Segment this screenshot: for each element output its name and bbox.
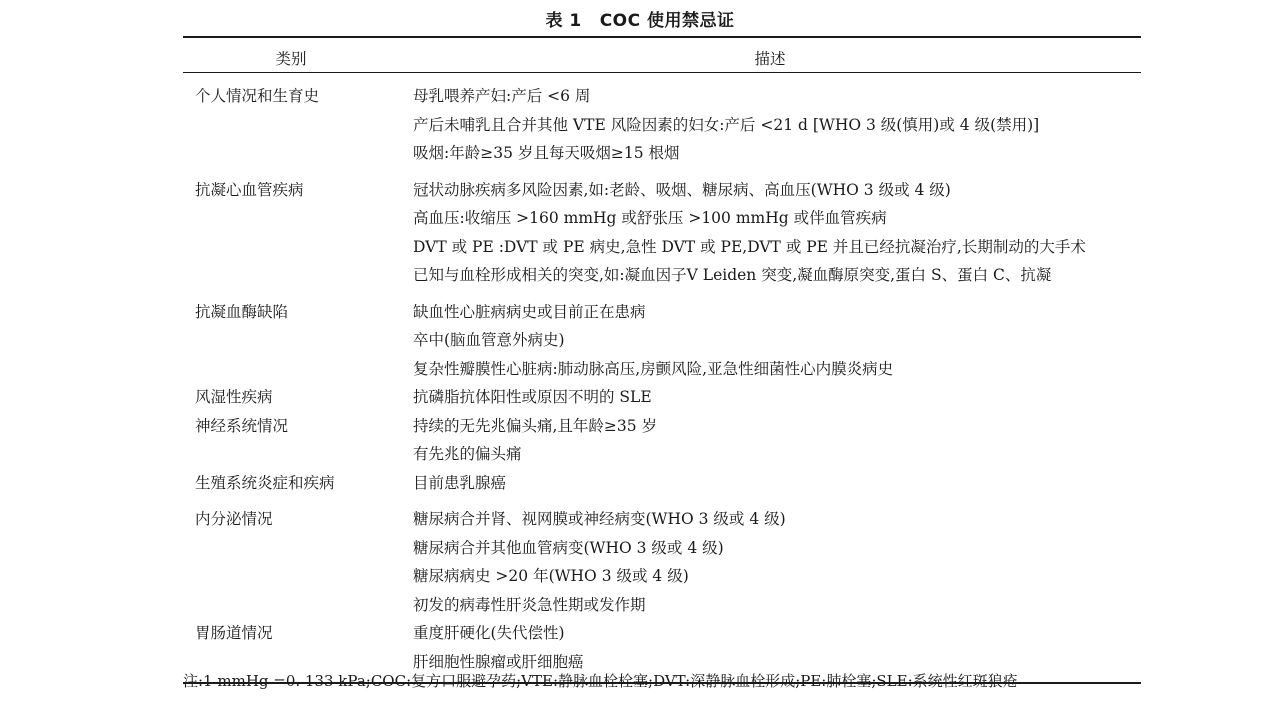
row-description: 冠状动脉疾病多风险因素,如:老龄、吸烟、糖尿病、高血压(WHO 3 级或 4 级) [413, 180, 951, 199]
table-title [0, 6, 1280, 31]
table-row [183, 591, 1141, 677]
table-header [183, 38, 1141, 72]
row-category: 抗凝心血管疾病 [195, 180, 304, 199]
row-description: 糖尿病合并肾、视网膜或神经病变(WHO 3 级或 4 级) [413, 510, 786, 528]
table-row [183, 176, 1141, 290]
row-category: 风湿性疾病 [195, 388, 273, 406]
row-description: 初发的病毒性肝炎急性期或发作期 [413, 595, 646, 614]
row-description: 糖尿病合并其他血管病变(WHO 3 级或 4 级) [413, 538, 724, 557]
row-category: 生殖系统炎症和疾病 [195, 473, 335, 492]
table-caption: COC 使用禁忌证 [599, 11, 735, 31]
row-description: 母乳喂养产妇:产后 <6 周 [413, 87, 591, 105]
row-description: 复杂性瓣膜性心脏病:肺动脉高压,房颤风险,亚急性细菌性心内膜炎病史 [413, 359, 894, 378]
row-category: 神经系统情况 [195, 416, 289, 435]
row-description: 卒中(脑血管意外病史) [413, 331, 565, 349]
table-footnote: 注:1 mmHg =0. 133 kPa;COC:复方口服避孕药;VTE:静脉血栓栓塞;DVT:深静脉血栓形成;PE:肺栓塞;SLE:系统性红斑狼疮 [183, 672, 1018, 690]
row-description: 目前患乳腺癌 [413, 473, 507, 492]
row-description: 产后未哺乳且合并其他 VTE 风险因素的妇女:产后 <21 d [WHO 3 级(慎用)或 4 级(禁用)] [413, 115, 1040, 134]
table-row [183, 383, 1141, 412]
row-description: 糖尿病病史 >20 年(WHO 3 级或 4 级) [413, 567, 689, 585]
row-description: 有先兆的偏头痛 [413, 445, 522, 463]
header-description: 描述 [754, 50, 786, 68]
table-row [183, 412, 1141, 469]
contraindication-table [183, 36, 1141, 684]
table-row [183, 298, 1141, 384]
row-description: 缺血性心脏病病史或目前正在患病 [413, 302, 646, 321]
row-description: 重度肝硬化(失代偿性) [413, 624, 565, 642]
row-description: DVT 或 PE :DVT 或 PE 病史,急性 DVT 或 PE,DVT 或 PE 并且已经抗凝治疗,长期制动的大手术 [413, 237, 1086, 256]
row-description: 高血压:收缩压 >160 mmHg 或舒张压 >100 mmHg 或伴血管疾病 [413, 209, 887, 227]
row-description: 肝细胞性腺瘤或肝细胞癌 [413, 652, 584, 671]
row-category: 抗凝血酶缺陷 [195, 302, 289, 321]
row-description: 已知与血栓形成相关的突变,如:凝血因子Ⅴ Leiden 突变,凝血酶原突变,蛋白 S、蛋白 C、抗凝 [413, 266, 1052, 284]
row-category: 个人情况和生育史 [195, 87, 320, 105]
header-category: 类别 [275, 50, 307, 68]
row-category: 胃肠道情况 [195, 624, 273, 642]
row-category: 内分泌情况 [195, 510, 273, 528]
table-number: 表 1 [545, 11, 582, 31]
table-row [183, 469, 1141, 498]
row-description: 吸烟:年龄≥35 岁且每天吸烟≥15 根烟 [413, 144, 680, 162]
row-description: 持续的无先兆偏头痛,且年龄≥35 岁 [413, 416, 658, 435]
row-description: 抗磷脂抗体阳性或原因不明的 SLE [413, 388, 652, 406]
table-row [183, 82, 1141, 168]
table-body [183, 73, 1141, 682]
